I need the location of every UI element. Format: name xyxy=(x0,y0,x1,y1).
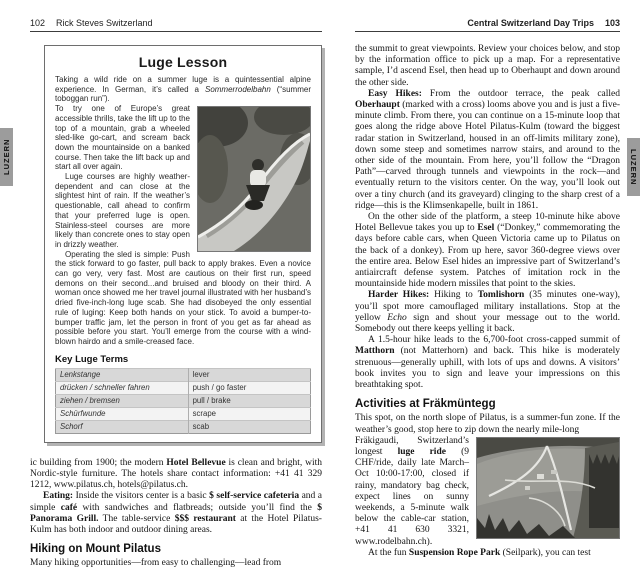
terms-heading: Key Luge Terms xyxy=(55,353,129,365)
page-number-right: 103 xyxy=(604,18,620,28)
english-term: push / go faster xyxy=(188,381,310,394)
table-row xyxy=(56,407,311,420)
chapter-title: Central Switzerland Day Trips xyxy=(467,18,594,28)
paragraph: This spot, on the north slope of Pilatus, is a summer-fun zone. If the weather’s good, stop here to zip down the nearly mile-long xyxy=(355,413,620,435)
paragraph: Many hiking opportunities—from easy to challenging—lead from xyxy=(30,558,282,569)
table-row xyxy=(56,394,311,407)
fraekmuentegg-aerial-photo xyxy=(476,437,620,539)
paragraph: A 1.5-hour hike leads to the 6,700-foot cross-capped summit of Matthorn (not Matterhorn) and back. This hike is moderately strenuous—generally uphill, with lots of ups and downs. A visitors’ book invites you to sign and leave your impressions on this breathtaking spot. xyxy=(355,335,620,391)
paragraph: Easy Hikes: From the outdoor terrace, the peak called Oberhaupt (marked with a cross) looms above you and is just a five-minute climb. From there, you can continue on a 15-minute loop that goes along the ridge above Hotel Pilatus-Kulm (toward the biggest radar station in Switzerland, housed in an off-limits military zone), down some steep and sometimes narrow stairs, and around to the other side of the mountain. From here, you’ll follow the “Dragon Path”—carved through tunnels and viewpoints in the rock—and eventually return to the visitors center. On the way, you’ll look out over a tiny church (and its graveyard) clinging to the sharp crest of a ridge—this is the Klimsenkapelle, built in 1861. xyxy=(355,88,620,211)
section-heading-hiking: Hiking on Mount Pilatus xyxy=(30,543,161,556)
section-heading-fraekmuentegg: Activities at Fräkmüntegg xyxy=(355,398,496,411)
paragraph: Operating the sled is simple: Push the stick forward to go faster, pull back to apply brakes. Even a novice can go very, very fast. Most are cautious on their first run, speed demons on their second...and bruised and bloody on their third. A woman once showed me her travel journal illustrated with her husband’s dried five-inch-long luge scab. She had disobeyed the only essential rule of luging: Keep both hands on your stick. To avoid a bumper-to-bumper traffic jam, let the person in front of you get as far ahead as possible before you start. You’ll emerge from the course with a wind-blown hairdo and a smile-creased face. xyxy=(55,249,311,346)
page-number-left: 102 xyxy=(30,18,46,28)
paragraph: At the fun Suspension Rope Park (Seilpark), you can test xyxy=(368,547,591,558)
sidebar-title: Luge Lesson xyxy=(138,54,228,70)
table-row xyxy=(56,420,311,433)
left-page xyxy=(30,18,322,569)
paragraph: Eating: Inside the visitors center is a basic $ self-service cafeteria and a simple café with sandwiches and flatbreads; outside you’ll find the $ Panorama Grill. The table-service $$$ restaurant at the Hotel Pilatus-Kulm has both indoor and outdoor dining areas. xyxy=(30,491,323,535)
paragraph: Harder Hikes: Hiking to Tomlishorn (35 minutes one-way), you’ll spot more camouflaged military installations. Stop at the yellow Echo sign and shout your message out to the world. Somebody out there keeps yelling it back. xyxy=(355,290,621,335)
book-title: Rick Steves Switzerland xyxy=(56,18,153,28)
paragraph: Fräkigaudi, Switzerland’s longest luge ride (9 CHF/ride, daily late March–Oct 10:00-17:00, closed if rainy, mandatory bag check, expect lines on sunny weekends, a 5-minute walk below the cable-car station, +41 41 630 3321, www.rodelbahn.ch). xyxy=(355,436,620,548)
table-row xyxy=(56,381,311,394)
english-term: pull / brake xyxy=(188,394,310,407)
paragraph: Luge courses are highly weather-dependent and can close at the slightest hint of rain. If the weather’s questionable, call ahead to confirm that your preferred luge is open. Stainless-steel courses are more likely than concrete ones to stay open in drizzly weather. xyxy=(55,172,190,249)
running-header-right xyxy=(355,18,620,32)
german-term: Schürfwunde xyxy=(56,407,189,420)
luge-lesson-sidebar xyxy=(44,45,322,443)
german-term: ziehen / bremsen xyxy=(56,394,189,407)
paragraph: ic building from 1900; the modern Hotel Bellevue is clean and bright, with Nordic-style furniture. The hotels share contact information: +41 41 329 1212, www.pilatus.ch, hotels@pilatus.ch. xyxy=(30,457,322,491)
english-term: scrape xyxy=(188,407,310,420)
luge-rider-photo xyxy=(197,106,311,252)
german-term: Lenkstange xyxy=(56,368,189,381)
running-header-left xyxy=(30,18,322,32)
german-term: drücken / schneller fahren xyxy=(56,381,189,394)
left-page-body xyxy=(30,458,322,569)
paragraph: Taking a wild ride on a summer luge is a quintessential alpine experience. In German, it’s called a Sommerrodelbahn (“summer toboggan run”). xyxy=(55,75,311,104)
english-term: lever xyxy=(188,368,310,381)
english-term: scab xyxy=(188,420,310,433)
german-term: Schorf xyxy=(56,420,189,433)
paragraph: To try one of Europe’s great accessible thrills, take the lift up to the top of a mountain, grab a wheeled sled-like go-cart, and scream back down the mountainside on a banked course. Then take the lift back up and start all over again. xyxy=(55,104,311,172)
luge-terms-table xyxy=(55,368,311,434)
section-tab-right: LUZERN xyxy=(627,138,640,196)
section-tab-left: LUZERN xyxy=(0,128,13,186)
paragraph: On the other side of the platform, a steep 10-minute hike above Hotel Bellevue takes you up to Esel (“Donkey,” commemorating the days before cable cars, when Queen Victoria came up to Pilatus on the back of a donkey). From up here, savor 360-degree views over the entire area. Below Esel hides an impressive part of Switzerland’s antiaircraft defense system. Patches of imitation rock in the mountainside hide modern missiles that point to the skies. xyxy=(355,212,620,290)
table-row xyxy=(56,368,311,381)
right-page-body xyxy=(355,44,620,559)
right-page xyxy=(355,18,620,559)
paragraph: the summit to great viewpoints. Review your choices below, and stop by the information office to pick up a map. For a representative sample, I’d ascend Esel, then head up to Oberhaupt and down around the other side. xyxy=(355,44,620,88)
